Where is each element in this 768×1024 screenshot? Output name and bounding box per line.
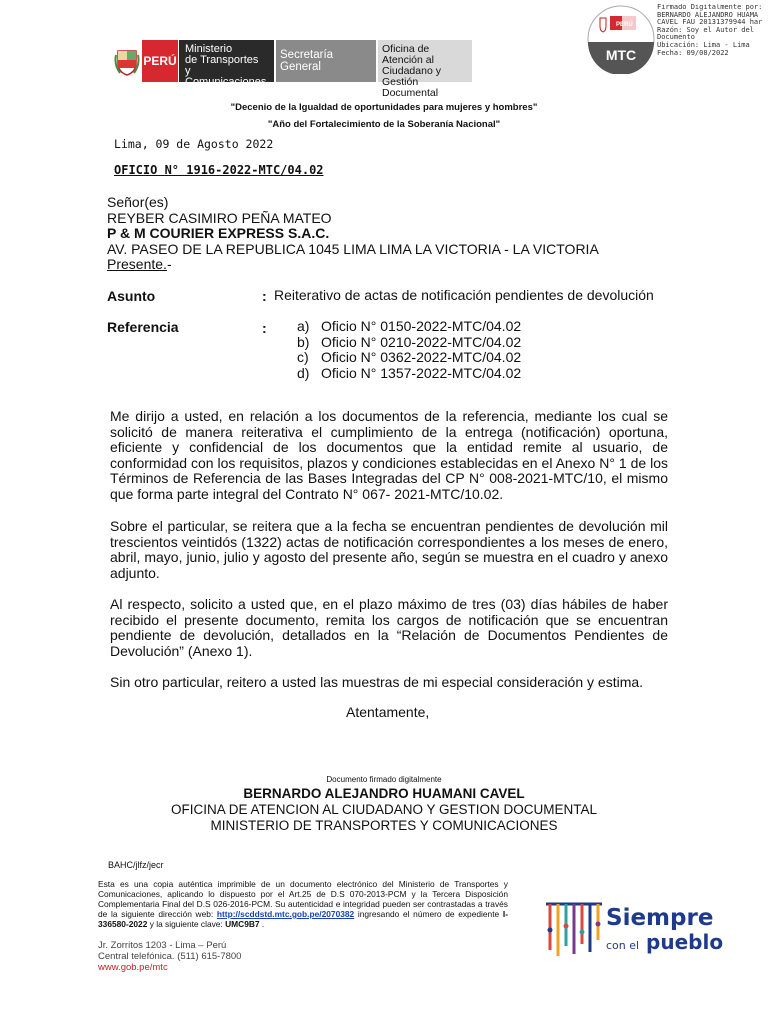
closing: Atentamente, — [346, 704, 430, 720]
stamp-peru-text: PERÚ — [616, 22, 633, 28]
authenticity-text-2: ingresando el número de expediente — [354, 909, 503, 919]
ref-text: Oficio N° 0210-2022-MTC/04.02 — [321, 333, 522, 350]
presente-line — [107, 257, 599, 273]
authenticity-note — [98, 879, 508, 929]
referencia-label: Referencia — [107, 319, 179, 335]
footer-phone: Central telefónica. (511) 615-7800 — [98, 951, 242, 962]
ref-text: Oficio N° 0150-2022-MTC/04.02 — [321, 318, 522, 334]
asunto-label: Asunto — [107, 288, 156, 304]
presente-dash: - — [166, 256, 172, 272]
stamp-mtc-text: MTC — [605, 47, 637, 63]
authenticity-text-4: . — [259, 919, 265, 929]
ref-text: Oficio N° 0362-2022-MTC/04.02 — [321, 349, 522, 365]
slogan-line2 — [606, 930, 723, 958]
referencia-item — [297, 366, 521, 382]
ref-letter: d) — [297, 364, 310, 381]
slogan-small: con el — [606, 939, 640, 952]
coat-of-arms-icon — [112, 40, 142, 82]
body-paragraph-2: Sobre el particular, se reitera que a la fecha se encuentran pendientes de devolución mil trescientos veintidós (1322) actas de notificación correspondientes a los meses de enero, abril, mayo, junio, julio y agosto del presente año, según se muestra en el cuadro y anexo adjunto. — [110, 518, 668, 581]
verification-key: UMC9B7 — [225, 919, 260, 929]
digital-signature-note: Documento firmado digitalmente — [326, 775, 442, 784]
office-line: Documental — [382, 87, 439, 99]
ref-letter: b) — [297, 333, 310, 350]
peru-label: PERÚ — [142, 40, 178, 82]
slogan-line1: Siempre — [606, 905, 714, 931]
mtc-stamp-logo — [586, 4, 656, 74]
expediente-number: I-336580-2022 — [98, 909, 508, 929]
ministry-line: y Comunicaciones — [185, 65, 267, 88]
ref-text: Oficio N° 1357-2022-MTC/04.02 — [321, 364, 522, 381]
ministry-line: de Transportes — [185, 54, 259, 66]
year-motto-line: "Año del Fortalecimiento de la Soberanía Nacional" — [267, 119, 501, 130]
ministry-line: Ministerio — [185, 43, 233, 55]
body-paragraph-3: Al respecto, solicito a usted que, en el plazo máximo de tres (03) días hábiles de haber recibido el presente documento, remita los cargos de notificación que se encuentran pendiente de devolución, detallados en la “Relación de Documentos Pendientes de Devolución” (Anexo 1). — [110, 596, 668, 659]
referencia-colon: : — [262, 320, 267, 336]
referencia-item — [297, 319, 521, 335]
document-date: Lima, 09 de Agosto 2022 — [114, 137, 274, 151]
decenio-line: "Decenio de la Igualdad de oportunidades para mujeres y hombres" — [230, 102, 538, 113]
salutation: Señor(es) — [107, 194, 169, 210]
ref-letter: a) — [297, 318, 310, 334]
body-paragraph-4: Sin otro particular, reitero a usted las muestras de mi especial consideración y estima. — [110, 674, 644, 690]
siempre-con-el-pueblo-icon — [544, 900, 606, 958]
signer-ministry: MINISTERIO DE TRANSPORTES Y COMUNICACIONES — [210, 818, 558, 833]
slogan-big: pueblo — [646, 930, 724, 954]
authenticity-text-3: y la siguiente clave: — [147, 919, 226, 929]
slogan-text — [606, 906, 723, 958]
signer-office: OFICINA DE ATENCION AL CIUDADANO Y GESTION DOCUMENTAL — [170, 802, 598, 817]
referencia-item — [297, 335, 521, 351]
asunto-colon: : — [262, 288, 267, 304]
footer-contact — [98, 940, 241, 973]
asunto-value: Reiterativo de actas de notificación pendientes de devolución — [274, 287, 654, 303]
office-line: Oficina de Atención al — [382, 43, 434, 66]
digital-signature-info: Firmado Digitalmente por: BERNARDO ALEJANDRO HUAMA CAVEL FAU 20131379944 har Razón: Soy el Autor del Documento Ubicación: Lima - Lima Fecha: 09/08/2022 — [657, 4, 763, 57]
office-line: Ciudadano y Gestión — [382, 65, 441, 88]
recipient-address: AV. PASEO DE LA REPUBLICA 1045 LIMA LIMA LA VICTORIA - LA VICTORIA — [107, 240, 599, 257]
authenticity-text: Esta es una copia auténtica imprimible de un documento electrónico del Ministerio de Transportes y Comunicaciones, aplicando lo dispuesto por el Art.25 de D.S 070-2013-PCM y la Tercera Disposición Complementaria Final del D.S 026-2016-PCM. Su autenticidad e integridad pueden ser contrastadas a través de la siguiente dirección web: — [98, 879, 508, 919]
ministry-label — [178, 40, 274, 88]
footer-address: Jr. Zorritos 1203 - Lima – Perú — [98, 940, 227, 951]
referencia-item — [297, 350, 521, 366]
oficio-number: OFICIO N° 1916-2022-MTC/04.02 — [114, 163, 324, 177]
footer-website[interactable]: www.gob.pe/mtc — [98, 962, 168, 973]
institutional-header — [112, 40, 472, 99]
secretaria-label: Secretaría General — [274, 40, 376, 82]
recipient-block — [107, 195, 599, 273]
initials: BAHC/jlfz/jecr — [108, 860, 164, 870]
verification-link[interactable]: http://scddstd.mtc.gob.pe/2070382 — [216, 909, 355, 919]
referencia-list — [297, 319, 521, 381]
ref-letter: c) — [297, 349, 309, 365]
office-label — [376, 40, 472, 99]
signer-name: BERNARDO ALEJANDRO HUAMANI CAVEL — [243, 786, 525, 801]
recipient-name: REYBER CASIMIRO PEÑA MATEO — [107, 209, 332, 226]
presente-text: Presente. — [107, 256, 167, 272]
body-paragraph-1: Me dirijo a usted, en relación a los documentos de la referencia, mediante los cual se solicitó de manera reiterativa el cumplimiento de la entrega (notificación) oportuna, eficiente y confidencial de los documentos que la entidad remite al usuario, de conformidad con los requisitos, plazos y condiciones establecidas en el Anexo N° 1 de los Términos de Referencia de las Bases Integradas del CP N° 008-2021-MTC/10, el mismo que forma parte integral del Contrato N° 067- 2021-MTC/10.02. — [110, 408, 668, 502]
recipient-company: P & M COURIER EXPRESS S.A.C. — [107, 225, 330, 241]
